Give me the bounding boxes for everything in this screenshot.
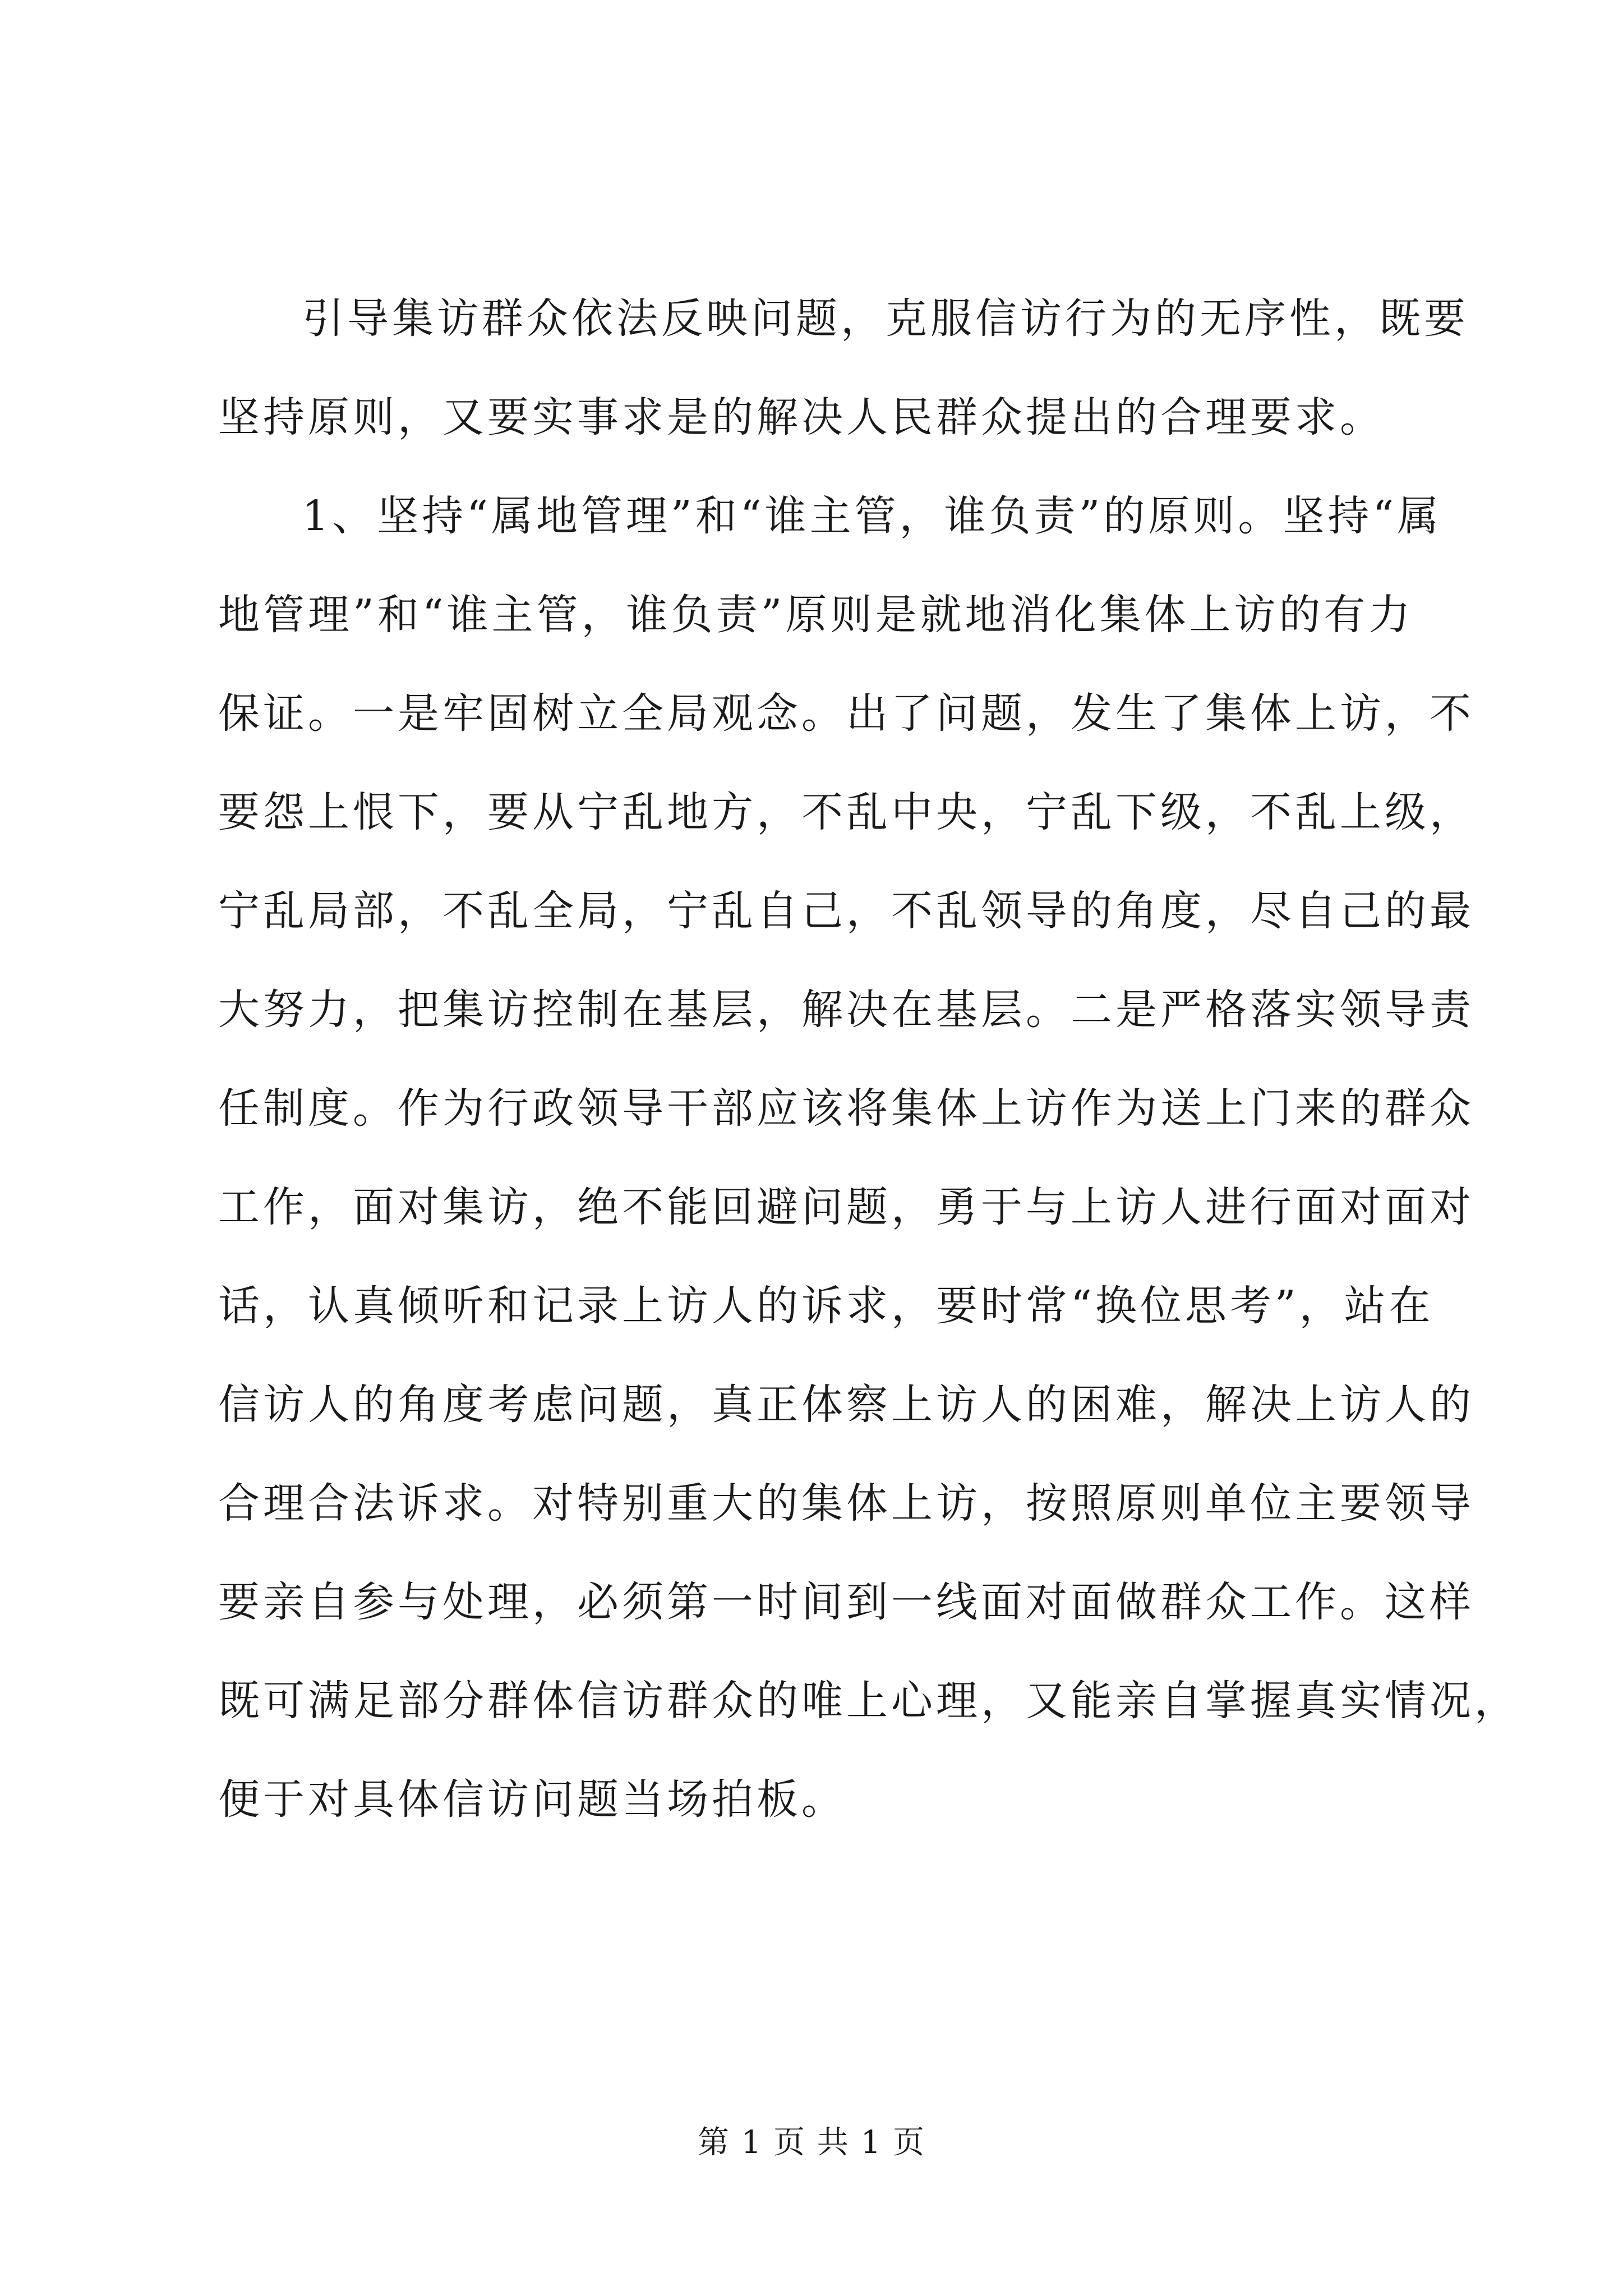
text-line: 话，认真倾听和记录上访人的诉求，要时常“换位思考”，站在	[218, 1282, 1434, 1330]
text-line: 信访人的角度考虑问题，真正体察上访人的困难，解决上访人的	[218, 1381, 1474, 1429]
text-line: 1、坚持“属地管理”和“谁主管，谁负责”的原则。坚持“属	[302, 492, 1442, 540]
text-line: 保证。一是牢固树立全局观念。出了问题，发生了集体上访，不	[218, 689, 1474, 738]
text-line: 引导集访群众依法反映问题，克服信访行为的无序性，既要	[302, 295, 1469, 343]
text-line: 要怨上恨下，要从宁乱地方，不乱中央，宁乱下级，不乱上级，	[218, 788, 1474, 836]
page-number-footer: 第 1 页 共 1 页	[697, 2124, 926, 2161]
text-line: 要亲自参与处理，必须第一时间到一线面对面做群众工作。这样	[218, 1578, 1474, 1626]
text-line: 工作，面对集访，绝不能回避问题，勇于与上访人进行面对面对	[218, 1183, 1474, 1231]
text-line: 任制度。作为行政领导干部应该将集体上访作为送上门来的群众	[218, 1084, 1474, 1133]
text-line: 便于对具体信访问题当场拍板。	[218, 1775, 846, 1824]
text-line: 大努力，把集访控制在基层，解决在基层。二是严格落实领导责	[218, 986, 1474, 1034]
text-line: 地管理”和“谁主管，谁负责”原则是就地消化集体上访的有力	[218, 591, 1414, 639]
text-line: 既可满足部分群体信访群众的唯上心理，又能亲自掌握真实情况，	[218, 1677, 1519, 1725]
text-line: 宁乱局部，不乱全局，宁乱自己，不乱领导的角度，尽自己的最	[218, 887, 1474, 935]
document-body	[218, 269, 1519, 1849]
text-line: 坚持原则，又要实事求是的解决人民群众提出的合理要求。	[218, 393, 1385, 441]
text-line: 合理合法诉求。对特别重大的集体上访，按照原则单位主要领导	[218, 1479, 1474, 1527]
